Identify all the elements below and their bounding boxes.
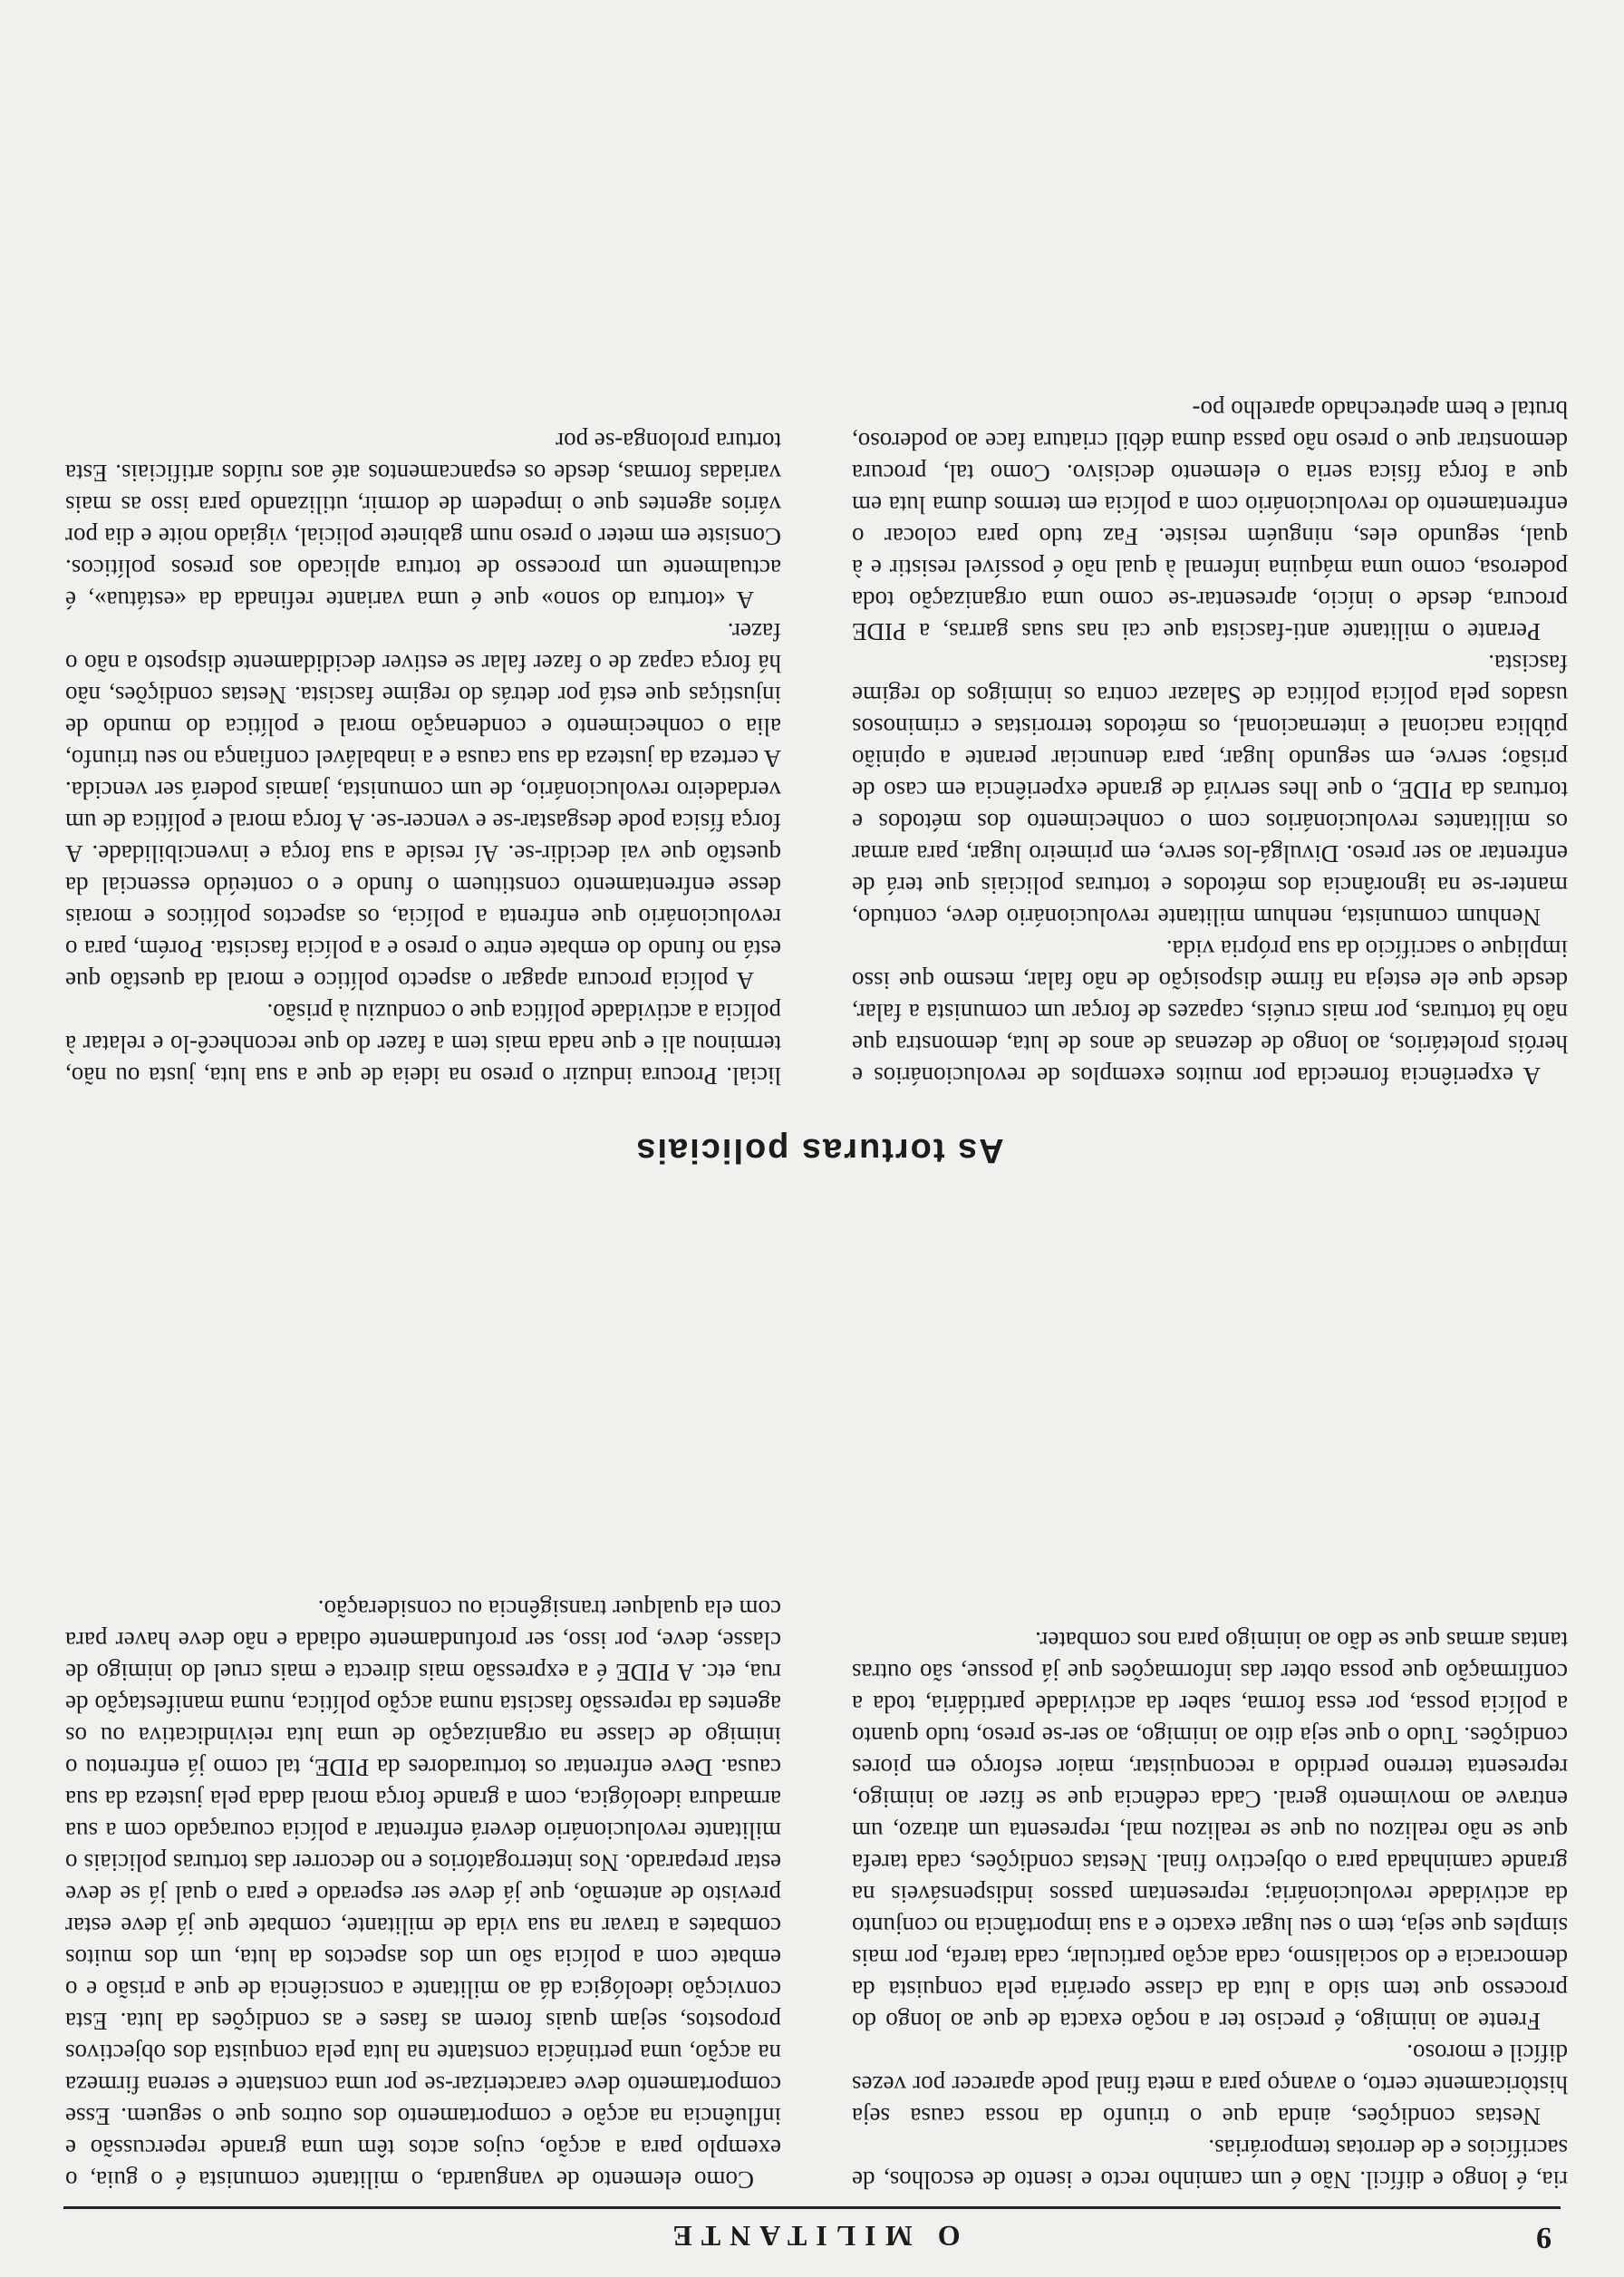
running-title: O MILITANTE	[663, 2220, 961, 2253]
paragraph: Nestas condições, ainda que o triunfo da nossa causa seja històricamente certo, o avanço para a meta final pode aparecer por vezes difícil e moroso.	[852, 2040, 1568, 2130]
column-lower-right	[65, 425, 781, 1091]
column-lower-left	[852, 393, 1568, 1091]
paragraph: ria, é longo e difícil. Não é um caminho recto e isento de escolhos, de sacrifícios e de derrotas temporárias.	[852, 2135, 1568, 2194]
paragraph: Perante o militante anti-fascista que cai nas suas garras, a PIDE procura, desde o início, apresentar-se como uma organização toda poderosa, como uma máquina infernal à qual não é possível resistir e à qual, segundo eles, ninguém resiste. Faz tudo para colocar o enfrentamento do revolucionário com a polícia em termos duma luta em que a força física seria o elemento decisivo. Como tal, procura demonstrar que o preso não passa duma débil criatura face ao poderoso, brutal e bem apetrechado aparelho po-	[852, 396, 1568, 645]
page-header	[63, 2206, 1561, 2254]
page-number: 9	[1536, 2221, 1552, 2254]
paragraph: Como elemento de vanguarda, o militante comunista é o guia, o exemplo para a acção, cujos actos têm uma grande repercussão e influência na acção e comportamento dos outros que o seguem. Esse comportamento deve caracterizar-se por uma constante e serena firmeza na acção, uma pertinácia constante na luta pela conquista dos objectivos propostos, sejam quais forem as fases e as condições da luta. Esta convicção ideológica dá ao militante a consciência de que a prisão e o embate com a polícia são um dos aspectos da luta, um dos muitos combates a travar na sua vida de militante, combate que já deve estar previsto de antemão, que já deve ser esperado e para o qual já se deve estar preparado. Nos interrogatórios e no decorrer das torturas policiais o militante revolucionário deverá enfrentar a polícia couraçado com a sua armadura ideológica, com a grande força moral dada pela justeza da sua causa. Deve enfrentar os torturadores da PIDE, tal como já enfrentou o inimigo de classe na organização de uma luta reivindicativa ou os agentes da repressão fascista numa acção política, numa manifestação de rua, etc. A PIDE é a expressão mais directa e mais cruel do inimigo de classe, deve, por isso, ser profundamente odiada e não deve haver para com ela qualquer transigência ou consideração.	[65, 1595, 781, 2194]
paragraph: Nenhum comunista, nenhum militante revolucionário deve, contudo, manter-se na ignorância dos métodos e torturas policiais que terá de enfrentar ao ser preso. Divulgá-los serve, em primeiro lugar, para armar os militantes revolucionários com o conhecimento dos métodos e torturas da PIDE, o que lhes servirá de grande experiência em caso de prisão; serve, em segundo lugar, para denunciar perante a opinião pública nacional e internacional, os métodos terroristas e criminosos usados pela polícia política de Salazar contra os inimigos do regime fascista.	[852, 650, 1568, 931]
paragraph: licial. Procura induzir o preso na ideia de que a sua luta, justa ou não, terminou ali e que nada mais tem a fazer do que reconhecê-lo e relatar à polícia a actividade política que o conduziu à prisão.	[65, 999, 781, 1090]
column-upper-right	[65, 1593, 781, 2195]
paragraph: Frente ao inimigo, é preciso ter a noção exacta de que ao longo do processo que tem sido a luta da classe operária pela conquista da democracia e do socialismo, cada acção particular, cada tarefa, por mais simples que seja, tem o seu lugar exacto e a sua importância no conjunto da actividade revolucionária; representam passos indispensáveis na grande caminhada para o objectivo final. Nestas condições, cada tarefa que se não realizou ou que se realizou mal, representa um atrazo, um entrave ao movimento geral. Cada cedência que se fizer ao inimigo, representa terreno perdido a reconquistar, maior esforço em piores condições. Tudo o que seja dito ao inimigo, ao ser-se preso, tudo quanto a polícia possa, por essa forma, saber da actividade partidária, toda a confirmação que possa obter das informações que já possue, são outras tantas armas que se dão ao inimigo para nos combater.	[852, 1627, 1568, 2035]
column-upper-left	[852, 1624, 1568, 2195]
paragraph: A «tortura do sono» que é uma variante refinada da «estátua», é actualmente um processo de tortura aplicado aos presos políticos. Consiste em meter o preso num gabinete policial, vigiado noite e dia por vários agentes que o impedem de dormir, utilizando para isso as mais variadas formas, desde os espancamentos até aos ruídos artificiais. Esta tortura prolonga-se por	[65, 428, 781, 614]
paragraph: A experiência fornecida por muitos exemplos de revolucionários e heróis proletários, ao longo de dezenas de anos de luta, demonstra que não há torturas, por mais cruéis, capazes de forçar um comunista a falar, desde que ele esteja na firme disposição de não falar, mesmo que isso implique o sacrifício da sua própria vida.	[852, 935, 1568, 1090]
section-title: As torturas policiais	[634, 1131, 1004, 1169]
paragraph: A polícia procura apagar o aspecto político e moral da questão que está no fundo do embate entre o preso e a polícia fascista. Porém, para o revolucionário que enfrenta a polícia, os aspectos políticos e morais desse enfrentamento constituem o fundo e o conteúdo essencial da questão que vai decidir-se. Aí reside a sua força e invencibilidade. A força física pode desgastar-se e vencer-se. A força moral e política de um verdadeiro revolucionário, de um comunista, jamais poderá ser vencida. A certeza da justeza da sua causa e a inabalável confiança no seu triunfo, alia o conhecimento e condenação moral e política do mundo de injustiças que está por detrás do regime fascista. Nestas condições, não há força capaz de o fazer falar se estiver decididamente disposto a não o fazer.	[65, 618, 781, 994]
